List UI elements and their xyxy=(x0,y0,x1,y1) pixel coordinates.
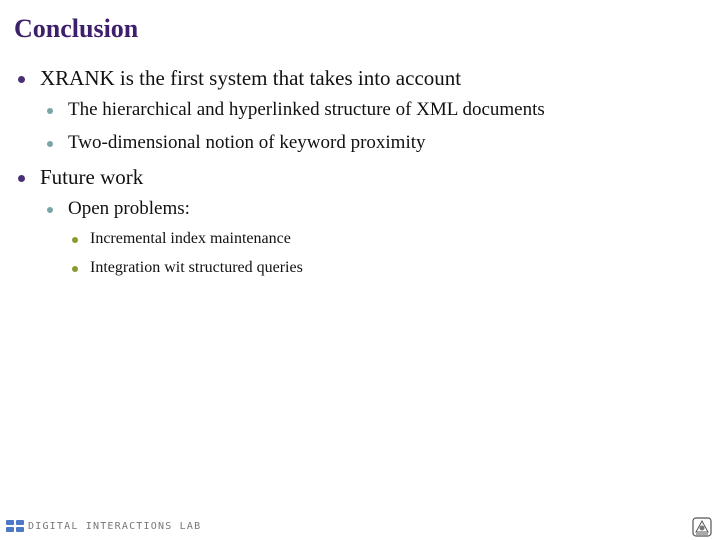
lab-logo-icon xyxy=(6,520,24,532)
bullet-dot-icon xyxy=(72,237,78,243)
bullet-dot-icon xyxy=(47,207,53,213)
bullet-text: The hierarchical and hyperlinked structure of XML documents xyxy=(68,99,545,120)
university-crest-icon xyxy=(692,517,712,537)
bullet-text: Integration wit structured queries xyxy=(90,259,303,276)
bullet-text: Open problems: xyxy=(68,198,190,219)
bullet-text: Incremental index maintenance xyxy=(90,230,291,247)
bullet-level1 xyxy=(40,165,143,190)
bullet-dot-icon xyxy=(47,108,53,114)
bullet-level2 xyxy=(68,99,545,121)
bullet-level3 xyxy=(90,259,303,277)
bullet-text: Future work xyxy=(40,165,144,189)
bullet-level3 xyxy=(90,230,291,248)
footer-logo xyxy=(6,519,201,533)
bullet-level2 xyxy=(68,132,426,154)
bullet-dot-icon xyxy=(47,141,53,147)
bullet-text: Two-dimensional notion of keyword proximity xyxy=(68,132,426,153)
bullet-level2 xyxy=(68,198,190,220)
bullet-level1 xyxy=(40,66,461,91)
bullet-dot-icon xyxy=(72,266,78,272)
bullet-dot-icon xyxy=(18,175,25,182)
slide-title: Conclusion xyxy=(14,14,139,43)
logo-text: DIGITAL INTERACTIONS LAB xyxy=(28,520,202,532)
bullet-text: XRANK is the first system that takes into account xyxy=(40,66,462,90)
bullet-dot-icon xyxy=(18,76,25,83)
